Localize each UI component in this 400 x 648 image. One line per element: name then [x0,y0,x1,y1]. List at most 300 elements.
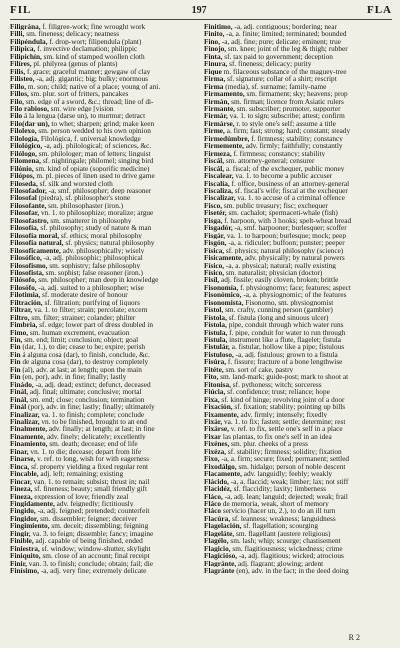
dictionary-entry [204,127,392,134]
entry-definition: f. physiognomy; face; features; aspect [238,283,351,292]
dictionary-entry [10,284,198,291]
entry-headword: Fisgón, [204,239,227,247]
dictionary-entry [10,165,198,172]
entry-headword: Finar, [10,447,29,456]
entry-definition: sm. person wedded to his own opinion [36,127,151,135]
dictionary-entry [204,306,392,313]
dictionary-entry [204,262,392,269]
entry-definition: adj. final; ultimate; conclusive; mortal [28,388,142,396]
dictionary-entry [204,336,392,343]
entry-headword: Finádo, [10,380,34,389]
entry-headword: Filo [10,112,23,120]
dictionary-entry [204,470,392,477]
entry-headword: Finál, [10,395,29,404]
entry-headword: Finál [10,403,27,411]
entry-definition: r. to style one's self; assume a title [234,119,336,128]
header-left-guide-word: FIL [10,4,32,16]
entry-headword: Filosofía, [10,224,39,232]
entry-definition: sf. confidence; trust; reliance; hope [225,388,330,396]
entry-definition: sm. end; limit; conclusion; object; goal [22,336,139,344]
entry-definition: sf. nightingale; philomel; singing bird [41,157,154,165]
dictionary-entry [204,68,392,75]
dictionary-entry [204,224,392,231]
entry-headword: Finca, [10,462,30,471]
dictionary-entry [204,493,392,500]
dictionary-entry [10,455,198,462]
dictionary-entry [10,90,198,97]
entry-definition: -a, smf. harpooner; burlesquer; scoffer [232,224,347,232]
entry-headword: Fineza, [10,485,33,493]
dictionary-entry [10,276,198,283]
entry-definition: -a, a. physiognomic; of the features [241,291,347,299]
entry-headword: Finiestra, [10,544,40,553]
entry-definition: sm. public treasury; fisc; exchequer [222,201,328,210]
dictionary-entry [10,299,198,306]
entry-definition: to whet; sharpen; grind; make keen [49,119,155,128]
dictionary-entry [10,306,198,313]
dictionary-entry [204,351,392,358]
entry-headword: Fisgadór, [204,224,233,232]
dictionary-entry [204,98,392,105]
entry-headword: Fistulár, [204,343,230,351]
entry-headword: Flagélo, [204,537,229,545]
dictionary-entry [204,194,392,201]
dictionary-entry [10,194,198,201]
dictionary-entry [10,314,198,321]
entry-headword: Fixodálgo, [204,462,237,471]
entry-definition: expression of love; friendly zeal [32,492,129,500]
dictionary-entry [204,172,392,179]
dictionary-entry [204,254,392,261]
dictionary-entry [204,291,392,298]
entry-definition: (piedra), sf. philosopher's stone [36,194,131,202]
entry-definition: sm. sophistry; false philosophy [47,261,141,269]
entry-headword: Filotimia, [10,291,41,299]
entry-headword: Finible, [10,537,34,545]
right-column [204,23,392,575]
entry-definition: va. 1. to filter; strain; percolate; excern [32,306,148,314]
entry-headword: Finamiento, [10,440,48,448]
entry-definition: sf. edge; lower part of dress doubled in [37,321,154,329]
entry-headword: Fisco, [204,201,223,210]
entry-definition: a. firm; fast; strong; hard; constant; steady [224,127,351,135]
entry-definition: f. pipe, conduit for water to run through [227,328,346,337]
entry-headword: Fixénes, [204,440,230,448]
entry-definition: sm. flagitiousness; wickedness; crime [230,544,343,553]
entry-headword: Filónio, [10,164,34,173]
dictionary-entry [10,180,198,187]
entry-definition: m. pl. pieces of linen used to drive game [34,172,155,180]
entry-definition: Fisonomo, sm. physiognomist [243,298,334,307]
dictionary-entry [204,366,392,373]
entry-headword: Fillo, [10,82,27,91]
dictionary-entry [10,396,198,403]
entry-definition: instrument like a flute, flagelet; fistula [227,336,341,344]
dictionary-entry [10,105,198,112]
entry-headword: Fin [10,350,21,359]
entry-headword: Fixárse, [204,425,229,433]
dictionary-entry [204,30,392,37]
entry-definition: sm. wire edge [vision [48,104,114,113]
header-right-guide-word: FLA [367,4,392,16]
dictionary-entry [10,418,198,425]
entry-definition: f. office, business of an attorney-general [229,179,350,187]
entry-headword: Filigrána, [10,23,41,31]
entry-headword: Filtración, [10,298,43,307]
entry-headword: Fimbria, [10,321,38,329]
entry-definition: f. fissure; fracture of a bone lengthwise [226,358,343,366]
entry-headword: Flagicióso, [204,552,238,560]
entry-definition: -a, a. physical; natural; really existing [224,261,336,269]
dictionary-entry [10,381,198,388]
entry-headword: Filomena, [10,157,42,165]
entry-headword: Filosofador, [10,186,47,195]
entry-definition: sm. hidalgo; person of noble descent [236,462,346,471]
entry-definition: f. firmness; constancy; stability [231,149,326,158]
entry-definition: sm. philologer; man of letters; linguist [36,149,151,158]
dictionary-entry [10,403,198,410]
dictionary-entry [204,545,392,552]
entry-headword: Finalizar, [10,418,40,426]
entry-headword: Flacamente, [204,470,242,478]
entry-definition: de memoria, weak, short of memory [221,500,329,508]
entry-headword: Filológico, [10,142,43,150]
dictionary-entry [10,351,198,358]
entry-headword: Finura, [204,60,228,68]
entry-headword: Fincar, [10,477,32,486]
dictionary-entry [10,172,198,179]
dictionary-entry [10,239,198,246]
entry-definition: sf. fineness; beauty; small friendly gift [32,485,147,493]
entry-definition: m. son; child; native of a place; young of ani. [26,82,161,91]
dictionary-entry [204,329,392,336]
entry-definition: (dar, 1.), to die; cease to be; expire; perish [20,343,146,351]
entry-headword: Fláco, [204,492,223,500]
entry-definition: sf. tax paid to government; deception [222,52,333,61]
entry-headword: Fixar [204,432,222,441]
entry-definition: va. 1. to accuse of a criminal offence [235,194,345,202]
entry-definition: á la lengua (darse un), to murmur; detract [22,112,146,120]
entry-definition: -a, adj. gigantic; big; bulky; enormous [34,75,149,83]
dictionary-entry [10,358,198,365]
dictionary-entry [10,120,198,127]
entry-definition: sf. fineness; delicacy; purity [227,60,312,68]
entry-definition: sf. physics; natural philosophy [63,239,155,247]
entry-headword: Firmedúmbre, [204,134,250,143]
dictionary-entry [204,411,392,418]
entry-headword: Filolexo, [10,127,37,135]
dictionary-entry [204,276,392,283]
entry-definition: vn. 1. to die; decease; depart from life [28,447,142,456]
entry-definition: -a, adj. feigned; pretended; counterfeit [35,507,150,515]
entry-headword: Fingidor, [10,514,39,523]
entry-headword: Fiscalear, [204,172,234,180]
entry-definition: f. grace; graceful manner; gewgaw of clay [25,67,151,76]
entry-definition: -a, a. firm; secure; fixed; permanent; settled [219,455,350,463]
dictionary-entry [204,485,392,492]
entry-headword: Fiscalizar, [204,194,236,202]
dictionary-entry [204,105,392,112]
entry-headword: Fisonomista, [204,298,244,307]
dictionary-entry [10,150,198,157]
dictionary-entry [10,98,198,105]
entry-definition: sf. signature; collar of a shirt; rescript [225,75,337,83]
dictionary-entry [204,321,392,328]
entry-definition: sm. death; decease; end of life [47,440,138,448]
dictionary-entry [10,112,198,119]
dictionary-entry [10,440,198,447]
entry-headword: Firma, [204,75,226,83]
dictionary-entry [10,500,198,507]
entry-headword: Fiscalía, [204,179,230,187]
entry-definition: sf. physics; natural philosophy (science) [224,246,344,255]
entry-definition: -a, adj. suited to a philosopher; wise [36,283,144,292]
dictionary-entry [204,433,392,440]
entry-headword: Fimo, [10,328,29,337]
dictionary-entry [10,463,198,470]
entry-headword: Fiscál, [204,164,225,173]
entry-headword: Firme, [204,127,225,135]
dictionary-entry [10,38,198,45]
entry-headword: Fistuloso, [204,350,234,359]
dictionary-entry [204,314,392,321]
dictionary-entry [204,515,392,522]
entry-definition: sm. sophist; false reasoner (iron.) [43,268,143,277]
entry-definition: -a, adj. lean; languid; dejected; weak; frail [222,492,348,500]
entry-headword: Filo(dar un), [10,119,50,128]
entry-definition: sm. fineness; delicacy; neatness [24,30,120,38]
entry-definition: -a, adj. philological; of sciences, &c. [42,142,152,150]
entry-definition: sm. kind of opiate (soporific medicine) [33,164,150,173]
entry-headword: Fiscál, [204,157,225,165]
dictionary-entry [204,142,392,149]
dictionary-entry [204,165,392,172]
entry-headword: Finir, [10,559,27,568]
dictionary-entry [10,23,198,30]
entry-columns [10,23,392,575]
dictionary-entry [10,485,198,492]
entry-headword: Firmán, [204,97,230,105]
dictionary-entry [204,53,392,60]
entry-headword: Fin [10,358,21,366]
entry-definition: sf. fistula (long and sinuous ulcer) [226,313,329,322]
page-number: 197 [191,5,207,16]
entry-definition: sf. silk and worsted cloth [37,179,113,187]
entry-headword: Fillos, [10,90,29,98]
entry-headword: Firmemente, [204,142,244,150]
entry-definition: Filológica, f. universal knowledge [39,134,141,143]
entry-headword: Fixamente, [204,410,239,419]
entry-definition: adv. physically; by natural powers [243,254,345,262]
dictionary-entry [204,187,392,194]
entry-headword: Firmamento, [204,90,245,98]
dictionary-entry [204,418,392,425]
dictionary-entry [10,157,198,164]
dictionary-entry [204,112,392,119]
entry-headword: Fin, [10,336,23,344]
dictionary-entry [10,552,198,559]
entry-definition: sm. attorney-general; censurer [224,157,315,165]
entry-definition: sf. fiscal's wife; fiscal at the exchequer [232,186,348,195]
entry-headword: Fláco [204,500,222,508]
dictionary-entry [204,232,392,239]
dictionary-entry [204,373,392,380]
dictionary-entry [10,68,198,75]
dictionary-entry [10,373,198,380]
dictionary-entry [10,470,198,477]
entry-definition: va. 1. to fix; fasten; settle; determine; rest [222,418,346,426]
entry-headword: Filosofastro, [10,216,49,225]
entry-headword: Filtrar, [10,306,33,314]
entry-definition: a. fistular, hollow like a pipe; fistulous [229,343,345,351]
dictionary-entry [204,358,392,365]
dictionary-entry [204,60,392,67]
entry-definition: f. harpoon, with 3 hooks; spelt-wheat bread [222,216,352,225]
entry-definition: sf. philosophy; study of nature & man [38,224,152,232]
entry-headword: Filópos, [10,172,35,180]
dictionary-entry [10,478,198,485]
entry-definition: sm. dissembler; feigner; deceiver [38,514,138,523]
dictionary-entry [204,157,392,164]
entry-headword: Fisicamente, [204,254,244,262]
dictionary-entry [204,388,392,395]
entry-definition: sf. filtration; purifying of liquors [42,298,140,307]
dictionary-entry [204,299,392,306]
entry-headword: Fique [204,67,222,76]
entry-headword: Filisteo, [10,75,35,83]
entry-headword: Filosofal [10,194,37,202]
dictionary-entry [204,202,392,209]
entry-definition: sm. lash; whip; scourge; chastisement [228,537,341,545]
dictionary-entry [204,150,392,157]
entry-headword: Fingido, [10,507,36,515]
dictionary-entry [204,38,392,45]
dictionary-entry [10,567,198,574]
entry-headword: Filología, [10,134,39,143]
dictionary-entry [10,135,198,142]
entry-definition: f. drop-wort; filipendula (plant) [47,37,142,46]
entry-headword: Fístol, [204,306,224,314]
entry-headword: Fitonisa, [204,380,231,389]
entry-definition: -a, a. flaccid; weak; limber; lax; not stiff [228,477,349,486]
dictionary-entry [10,493,198,500]
entry-headword: Fixación, [204,403,233,411]
dictionary-entry [204,403,392,410]
dictionary-entry [10,530,198,537]
entry-headword: Fisgár, [204,231,226,240]
dictionary-entry [10,202,198,209]
entry-definition: pl. philyrea (genus of plants) [31,60,118,68]
entry-headword: Filosófico, [10,254,42,262]
printer-signature: R 2 [348,633,360,642]
entry-headword: Finísimo, [10,567,39,575]
entry-definition: sf. moderate desire of honour [40,291,128,299]
entry-headword: Fístula, [204,328,228,337]
entry-definition: sf. stability; firmness; solidity; fixation [226,447,342,456]
entry-definition: sm. edge of a sword, &c.; thread; line of di- [24,97,154,105]
entry-definition: -a, adj. philosophic; philosophical [41,254,143,262]
dictionary-entry [204,552,392,559]
dictionary-entry [204,343,392,350]
dictionary-entry [10,411,198,418]
dictionary-entry [204,560,392,567]
dictionary-entry [204,269,392,276]
dictionary-entry [10,336,198,343]
entry-headword: Finarse, [10,455,36,463]
entry-headword: Fitéte, [204,365,224,374]
dictionary-entry [10,269,198,276]
dictionary-entry [204,448,392,455]
dictionary-entry [204,247,392,254]
dictionary-entry [10,545,198,552]
dictionary-entry [10,262,198,269]
entry-definition: (en), adv. in the fact; in the deed doing [234,567,349,575]
entry-headword: Flageláte, [204,529,235,538]
entry-definition: -a, adj. very fine; extremely delicate [39,567,147,575]
dictionary-entry [10,507,198,514]
entry-definition: adv. feignedly; fictitiously [54,500,134,508]
dictionary-entry [10,83,198,90]
entry-headword: Fino, [204,37,221,46]
entry-headword: Fístula, [204,336,228,344]
dictionary-entry [10,291,198,298]
dictionary-entry [10,515,198,522]
dictionary-entry [204,440,392,447]
entry-headword: Fin [10,365,21,374]
dictionary-entry [204,507,392,514]
entry-definition: sf. kind of hinge; revolving joint of a door [219,395,345,404]
entry-headword: Fixár, [204,418,223,426]
entry-headword: Filólogo, [10,149,37,158]
entry-headword: Finalizar, [10,410,40,419]
dictionary-entry [10,254,198,261]
entry-definition: adj. flagrant; glowing; ardent [236,559,324,568]
entry-definition: sm. subscriber; promoter, supporter [235,104,341,113]
entry-definition: sm. flagellant (austere religious) [234,529,331,538]
entry-definition: sm. cachalot; spermaceti-whale (fish) [226,209,338,217]
entry-headword: Fingir, [10,529,31,538]
entry-headword: Fisúra, [204,358,227,366]
entry-definition: -a, adj. dead; extinct; defunct, deceased [33,380,151,389]
entry-definition: sm. firmament; sky; heavens; prop [244,90,348,98]
dictionary-entry [204,381,392,388]
entry-definition: servicio (hacer un, 2.), to do an ill turn [221,507,336,515]
dictionary-entry [204,463,392,470]
dictionary-entry [204,75,392,82]
entry-headword: Filoseda, [10,179,38,187]
entry-definition: adv. finally; at length; at last; in fine [47,425,155,433]
entry-headword: Finamente, [10,432,46,441]
entry-definition: (media), sf. surname; family-name [223,82,327,91]
entry-definition: -a, adj. contiguous; bordering; near [232,23,337,31]
entry-headword: Filosofía moral, [10,231,60,240]
dictionary-entry [204,425,392,432]
dictionary-entry [204,239,392,246]
entry-definition: á alguna cosa (dar), to finish, conclude, &c. [20,350,150,359]
entry-definition: sm. human excrement, evacuation [28,328,130,337]
entry-headword: Filo rabioso, [10,104,49,113]
entry-definition: -a, a. finite; limited; terminated; bounded [224,30,347,38]
entry-headword: Flagicio, [204,544,231,553]
entry-headword: Finiquito, [10,552,41,560]
entry-headword: Fiscaliza, [204,186,233,195]
entry-definition: sm. close of an account; final receipt [40,552,150,560]
entry-headword: Filo, [10,97,24,105]
entry-headword: Flagelación, [204,522,242,530]
entry-headword: Filosofista, [10,268,44,277]
entry-headword: Finta, [204,52,223,61]
entry-definition: sm. plur. sort of fritters, pancakes [28,90,129,98]
